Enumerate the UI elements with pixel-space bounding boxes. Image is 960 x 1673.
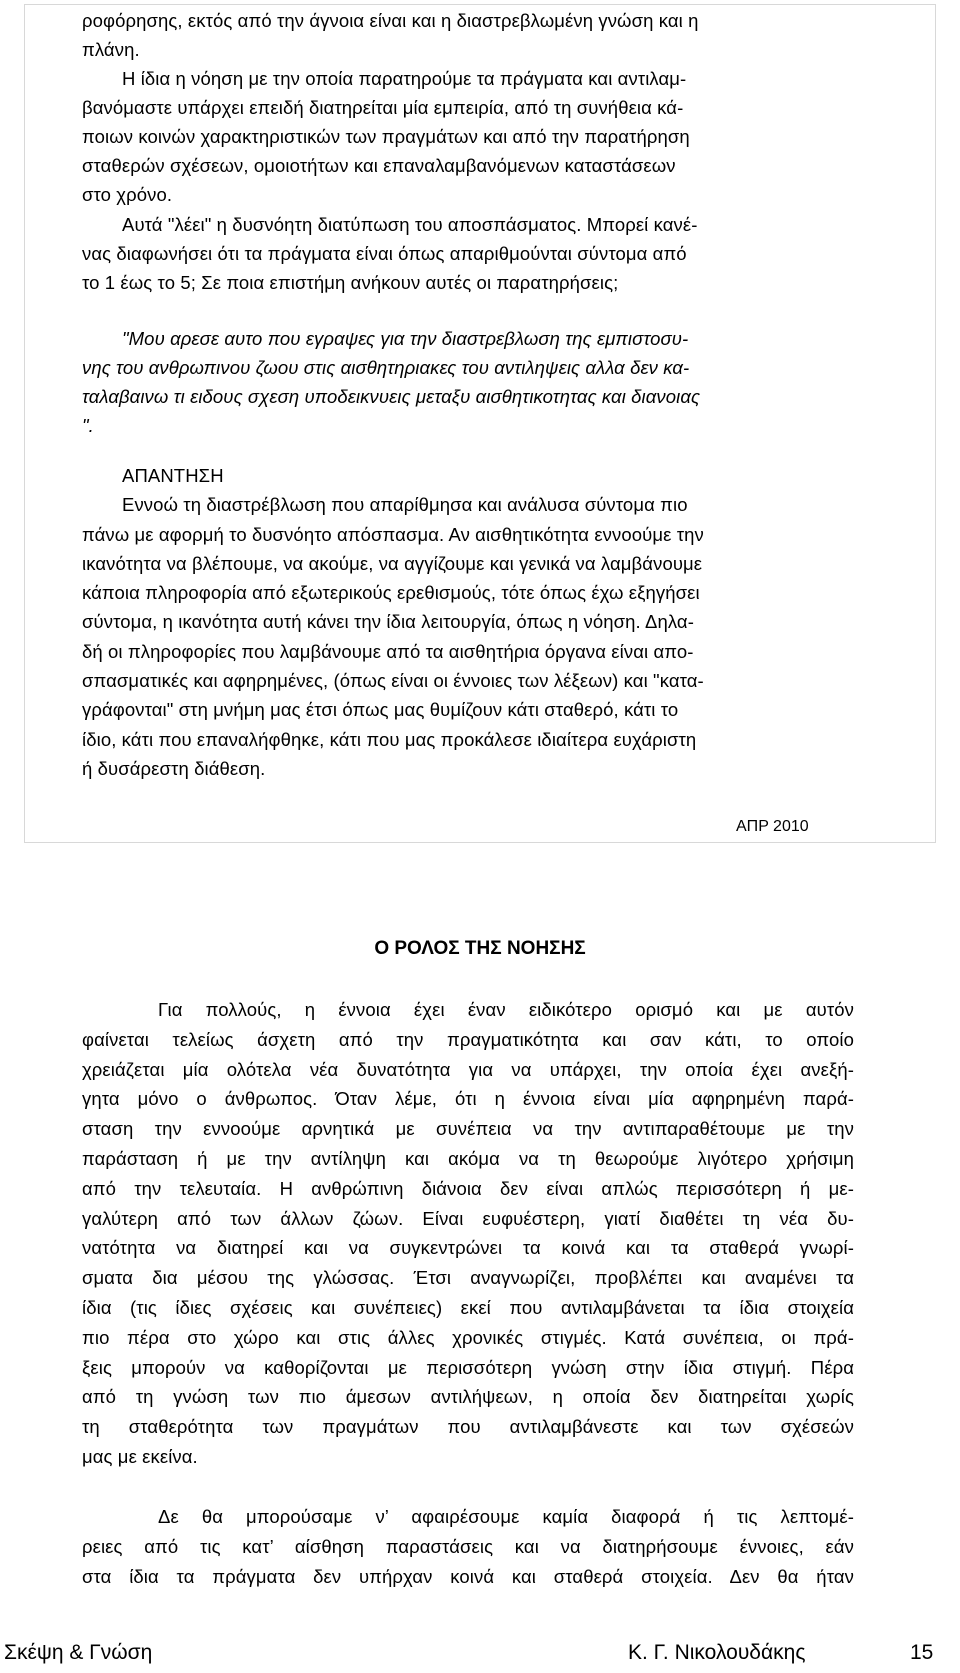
date-stamp: ΑΠΡ 2010 <box>736 818 809 835</box>
text-line: κάποια πληροφορία από εξωτερικούς ερεθισμούς, τότε όπως έχω εξηγήσει <box>82 582 700 604</box>
text-line: παράσταση ή με την αντίληψη και ακόμα να τη θεωρούμε λιγότερο χρήσιμη <box>82 1147 854 1169</box>
text-line: γαλύτερη από των άλλων ζώων. Είναι ευφυέστερη, γιατί διαθέτει τη νέα δυ- <box>82 1207 854 1229</box>
text-line: ικανότητα να βλέπουμε, να ακούμε, να αγγίζουμε και γενικά να λαμβάνουμε <box>82 552 703 574</box>
text-line: νατότητα να διατηρεί και να συγκεντρώνει τα κοινά και τα σταθερά γνωρί- <box>82 1237 854 1259</box>
text-line: σταθερών σχέσεων, ομοιοτήτων και επαναλαμβανόμενων καταστάσεων <box>82 155 676 176</box>
text-line: από τη γνώση των πιο άμεσων αντιλήψεων, η οποία δεν διατηρείται χωρίς <box>82 1386 854 1408</box>
footer-left-title: Σκέψη & Γνώση <box>4 1641 153 1664</box>
text-line: στο χρόνο. <box>82 184 173 205</box>
text-line: χρειάζεται μία ολότελα νέα δυνατότητα για να υπάρχει, την οποία έχει ανεξή- <box>82 1058 854 1080</box>
text-line: Η ίδια η νόηση με την οποία παρατηρούμε τα πράγματα και αντιλαμ- <box>122 68 687 89</box>
text-line: το 1 έως το 5; Σε ποια επιστήμη ανήκουν αυτές οι παρατηρήσεις; <box>82 272 619 293</box>
text-line: νας διαφωνήσει ότι τα πράγματα είναι όπως απαριθμούνται σύντομα από <box>82 243 687 264</box>
text-line: σύντομα, η ικανότητα αυτή κάνει την ίδια λειτουργία, όπως η νόηση. Δηλα- <box>82 611 694 633</box>
excerpt-paragraph <box>82 210 882 297</box>
reader-quote <box>82 324 882 440</box>
page-number: 15 <box>910 1641 934 1664</box>
text-line: πιο πέρα στο χώρο και στις άλλες χρονικές στιγμές. Κατά συνέπεια, οι πρά- <box>82 1326 854 1348</box>
text-line: από την τελευταία. Η ανθρώπινη διάνοια δεν είναι απλώς περισσότερη ή με- <box>82 1177 854 1199</box>
text-line: ". <box>82 415 94 436</box>
text-line: σταση την εννοούμε αρνητικά με συνέπεια να την αντιπαραθέτουμε με την <box>82 1118 854 1140</box>
text-line: ξεις μπορούν να καθορίζονται με περισσότερη γνώση στην ίδια στιγμή. Πέρα <box>82 1356 854 1378</box>
text-line: σματα δια μέσου της γλώσσας. Έτσι αναγνωρίζει, προβλέπει και αναμένει τα <box>82 1267 854 1289</box>
article-paragraph-1 <box>82 995 854 1472</box>
text-line: ίδια (τις ίδιες σχέσεις και συνέπειες) εκεί που αντιλαμβάνεται τα ίδια στοιχεία <box>82 1296 854 1318</box>
text-line: Εννοώ τη διαστρέβλωση που απαρίθμησα και ανάλυσα σύντομα πιο <box>122 494 688 516</box>
intro-paragraph <box>82 6 882 64</box>
text-line: "Μου αρεσε αυτο που εγραψες για την διαστρεβλωση της εμπιστοσυ- <box>122 328 689 349</box>
text-line: δή οι πληροφορίες που λαμβάνουμε από τα αισθητήρια όργανα είναι απο- <box>82 640 694 662</box>
footer-author: Κ. Γ. Νικολουδάκης <box>628 1641 806 1664</box>
text-line: ταλαβαινω τι ειδους σχεση υποδεικνυεις μεταξυ αισθητικοτητας και διανοιας <box>82 386 701 407</box>
text-line: ποιων κοινών χαρακτηριστικών των πραγμάτων και από την παρατήρηση <box>82 126 690 147</box>
page-title: Ο ΡΟΛΟΣ ΤΗΣ ΝΟΗΣΗΣ <box>374 938 586 959</box>
text-line: νης του ανθρωπινου ζωου στις αισθητηριακες του αντιληψεις αλλα δεν κα- <box>82 357 690 378</box>
text-line: Για πολλούς, η έννοια έχει έναν ειδικότερο ορισμό και με αυτόν <box>158 999 854 1020</box>
text-line: Δε θα μπορούσαμε ν’ αφαιρέσουμε καμία διαφορά ή τις λεπτομέ- <box>158 1506 854 1527</box>
answer-heading: ΑΠΑΝΤΗΣΗ <box>122 465 224 486</box>
text-line: ή δυσάρεστη διάθεση. <box>82 757 266 779</box>
text-line: μας με εκείνα. <box>82 1445 198 1467</box>
answer-section <box>82 461 882 783</box>
text-line: ρειες από τις κατ’ αίσθηση παραστάσεις και να διατηρήσουμε έννοιες, εάν <box>82 1535 854 1557</box>
text-line: φαίνεται τελείως άσχετη από την πραγματικότητα και σαν κάτι, το οποίο <box>82 1028 854 1050</box>
text-line: Αυτά "λέει" η δυσνόητη διατύπωση του αποσπάσματος. Μπορεί κανέ- <box>122 214 698 235</box>
article-paragraph-2 <box>82 1502 854 1591</box>
perception-paragraph <box>82 64 882 209</box>
text-line: σπασματικές και αφηρημένες, (όπως είναι οι έννοιες των λέξεων) και "κατα- <box>82 670 704 692</box>
text-line: πάνω με αφορμή το δυσνόητο απόσπασμα. Αν αισθητικότητα εννοούμε την <box>82 523 704 545</box>
text-line: ροφόρησης, εκτός από την άγνοια είναι και η διαστρεβλωμένη γνώση και η <box>82 10 699 31</box>
text-line: βανόμαστε υπάρχει επειδή διατηρείται μία εμπειρία, από τη συνήθεια κά- <box>82 97 684 118</box>
text-line: γράφονται" στη μνήμη μας έτσι όπως μας θυμίζουν κάτι σταθερό, κάτι το <box>82 699 679 721</box>
text-line: τη σταθερότητα των πραγμάτων που αντιλαμβάνεστε και των σχέσεών <box>82 1416 854 1438</box>
text-line: πλάνη. <box>82 39 140 60</box>
text-line: ίδιο, κάτι που επαναλήφθηκε, κάτι που μας προκάλεσε ιδιαίτερα ευχάριστη <box>82 728 697 750</box>
text-line: στα ίδια τα πράγματα δεν υπήρχαν κοινά και σταθερά στοιχεία. Δεν θα ήταν <box>82 1565 854 1587</box>
text-line: γητα μόνο ο άνθρωπος. Όταν λέμε, ότι η έννοια είναι μία αφηρημένη παρά- <box>82 1088 854 1110</box>
